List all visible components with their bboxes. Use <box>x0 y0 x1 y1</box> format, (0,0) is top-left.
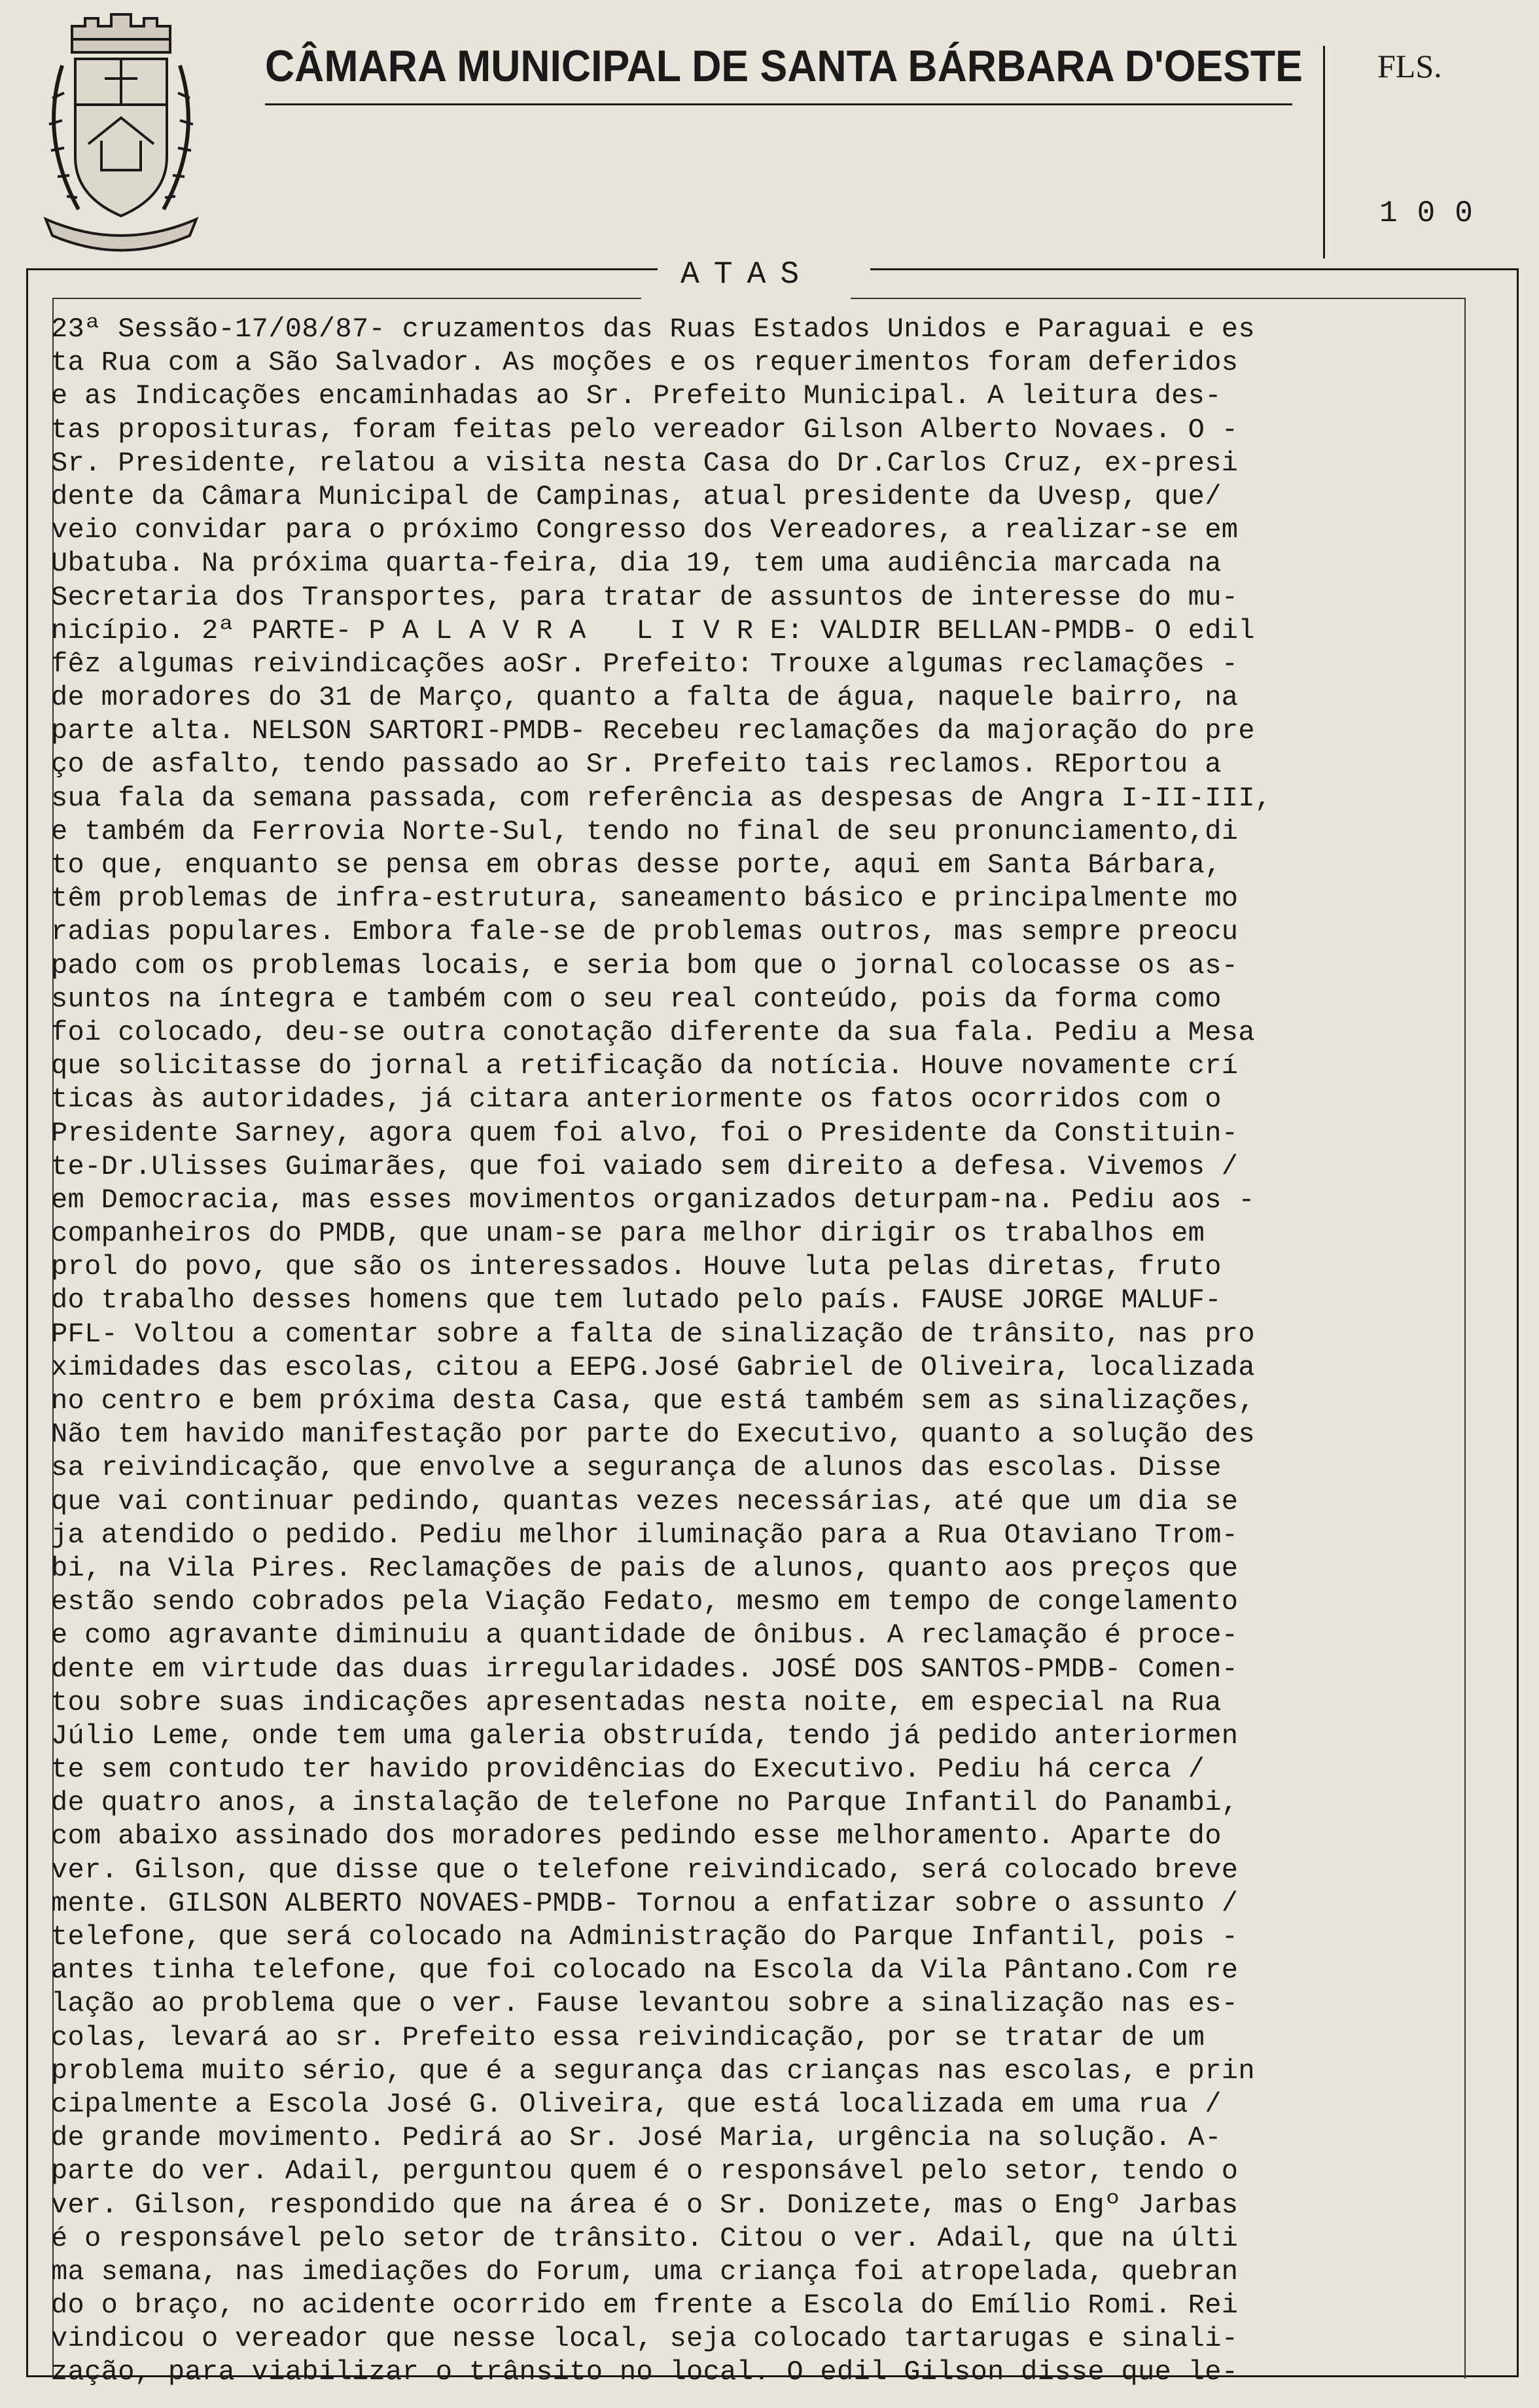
minutes-line: antes tinha telefone, que foi colocado na Escola da Vila Pântano.Com re <box>51 1955 1239 1987</box>
minutes-line: te-Dr.Ulisses Guimarães, que foi vaiado sem direito a defesa. Vivemos / <box>51 1150 1239 1182</box>
minutes-line: tou sobre suas indicações apresentadas nesta noite, em especial na Rua <box>51 1686 1222 1718</box>
minutes-line: Secretaria dos Transportes, para tratar de assuntos de interesse do mu- <box>51 581 1239 613</box>
frame-border <box>26 268 658 270</box>
minutes-line: Presidente Sarney, agora quem foi alvo, foi o Presidente da Constituin- <box>51 1117 1239 1149</box>
minutes-line: estão sendo cobrados pela Viação Fedato, mesmo em tempo de congelamento <box>51 1586 1239 1618</box>
section-title: ATAS <box>681 257 814 292</box>
minutes-line: fêz algumas reivindicações aoSr. Prefeito: Trouxe algumas reclamações - <box>51 648 1239 680</box>
minutes-line: é o responsável pelo setor de trânsito. Citou o ver. Adail, que na últi <box>51 2222 1239 2254</box>
minutes-line: cipalmente a Escola José G. Oliveira, que está localizada em uma rua / <box>51 2088 1222 2120</box>
minutes-line: suntos na íntegra e também com o seu real conteúdo, pois da forma como <box>51 983 1222 1015</box>
minutes-line: dente da Câmara Municipal de Campinas, atual presidente da Uvesp, que/ <box>51 480 1222 512</box>
minutes-line: ver. Gilson, respondido que na área é o Sr. Donizete, mas o Engº Jarbas <box>51 2189 1239 2221</box>
minutes-line: tas proposituras, foram feitas pelo vereador Gilson Alberto Novaes. O - <box>51 414 1239 446</box>
minutes-line: dente em virtude das duas irregularidades. JOSÉ DOS SANTOS-PMDB- Comen- <box>51 1653 1239 1685</box>
folio-number: 100 <box>1379 196 1493 230</box>
minutes-line: do trabalho desses homens que tem lutado pelo país. FAUSE JORGE MALUF- <box>51 1284 1222 1317</box>
minutes-line: com abaixo assinado dos moradores pedindo esse melhoramento. Aparte do <box>51 1820 1222 1852</box>
minutes-line: ximidades das escolas, citou a EEPG.José Gabriel de Oliveira, localizada <box>51 1351 1255 1383</box>
minutes-line: Ubatuba. Na próxima quarta-feira, dia 19, tem uma audiência marcada na <box>51 548 1222 580</box>
minutes-line: te sem contudo ter havido providências do Executivo. Pediu há cerca / <box>51 1754 1205 1786</box>
minutes-line: ver. Gilson, que disse que o telefone reivindicado, será colocado breve <box>51 1854 1239 1886</box>
minutes-line: veio convidar para o próximo Congresso dos Vereadores, a realizar-se em <box>51 514 1239 546</box>
minutes-line: radias populares. Embora fale-se de problemas outros, mas sempre preocu <box>51 916 1239 948</box>
frame-border <box>26 268 28 2375</box>
minutes-line: companheiros do PMDB, que unam-se para melhor dirigir os trabalhos em <box>51 1218 1205 1250</box>
minutes-line: de moradores do 31 de Março, quanto a falta de água, naquele bairro, na <box>51 682 1239 714</box>
minutes-line: foi colocado, deu-se outra conotação diferente da sua fala. Pediu a Mesa <box>51 1016 1255 1048</box>
minutes-line: ja atendido o pedido. Pediu melhor iluminação para a Rua Otaviano Trom- <box>51 1519 1239 1551</box>
minutes-line: e as Indicações encaminhadas ao Sr. Prefeito Municipal. A leitura des- <box>51 380 1222 412</box>
minutes-line: ço de asfalto, tendo passado ao Sr. Prefeito tais reclamos. REportou a <box>51 749 1222 781</box>
minutes-line: têm problemas de infra-estrutura, saneamento básico e principalmente mo <box>51 883 1239 915</box>
margin-rule <box>52 298 641 299</box>
title-underline <box>265 103 1292 105</box>
minutes-line: de quatro anos, a instalação de telefone no Parque Infantil do Panambi, <box>51 1787 1239 1819</box>
minutes-line: mente. GILSON ALBERTO NOVAES-PMDB- Tornou a enfatizar sobre o assunto / <box>51 1887 1239 1919</box>
minutes-line: parte do ver. Adail, perguntou quem é o responsável pelo setor, tendo o <box>51 2155 1239 2187</box>
folio-label: FLS. <box>1377 48 1442 84</box>
minutes-line: e também da Ferrovia Norte-Sul, tendo no final de seu pronunciamento,di <box>51 815 1239 847</box>
municipal-coat-of-arms <box>26 7 216 255</box>
minutes-line: sua fala da semana passada, com referência as despesas de Angra I-II-III, <box>51 782 1272 814</box>
minutes-line: do o braço, no acidente ocorrido em frente a Escola do Emílio Romi. Rei <box>51 2290 1239 2322</box>
minutes-line: bi, na Vila Pires. Reclamações de pais de alunos, quanto aos preços que <box>51 1552 1239 1584</box>
minutes-line: e como agravante diminuiu a quantidade de ônibus. A reclamação é proce- <box>51 1620 1239 1652</box>
minutes-line: prol do povo, que são os interessados. Houve luta pelas diretas, fruto <box>51 1251 1222 1283</box>
minutes-line: problema muito sério, que é a segurança das crianças nas escolas, e prin <box>51 2055 1255 2087</box>
minutes-line: no centro e bem próxima desta Casa, que está também sem as sinalizações, <box>51 1385 1255 1417</box>
minutes-line: colas, levará ao sr. Prefeito essa reivindicação, por se tratar de um <box>51 2021 1205 2053</box>
frame-border <box>1517 268 1519 2375</box>
minutes-line: que solicitasse do jornal a retificação da notícia. Houve novamente crí <box>51 1050 1239 1082</box>
minutes-line: zação, para viabilizar o trânsito no local. O edil Gilson disse que le- <box>51 2356 1239 2388</box>
institution-name: CÂMARA MUNICIPAL DE SANTA BÁRBARA D'OESTE <box>265 41 1303 91</box>
minutes-text <box>51 313 1468 2390</box>
minutes-line: Não tem havido manifestação por parte do Executivo, quanto a solução des <box>51 1419 1255 1451</box>
minutes-line: de grande movimento. Pedirá ao Sr. José Maria, urgência na solução. A- <box>51 2122 1222 2154</box>
minutes-line: telefone, que será colocado na Administração do Parque Infantil, pois - <box>51 1921 1239 1953</box>
minutes-line: ta Rua com a São Salvador. As moções e os requerimentos foram deferidos <box>51 347 1239 379</box>
frame-border <box>870 268 1518 270</box>
minutes-line: PFL- Voltou a comentar sobre a falta de sinalização de trânsito, nas pro <box>51 1318 1255 1350</box>
minutes-line: nicípio. 2ª PARTE- P A L A V R A L I V R E: VALDIR BELLAN-PMDB- O edil <box>51 614 1255 646</box>
minutes-line: vindicou o vereador que nesse local, seja colocado tartarugas e sinali- <box>51 2323 1239 2355</box>
header-divider <box>1323 46 1325 258</box>
minutes-line: que vai continuar pedindo, quantas vezes necessárias, até que um dia se <box>51 1485 1239 1517</box>
minutes-line: pado com os problemas locais, e seria bom que o jornal colocasse os as- <box>51 949 1239 982</box>
minutes-line: Júlio Leme, onde tem uma galeria obstruída, tendo já pedido anteriormen <box>51 1720 1239 1752</box>
minutes-line: lação ao problema que o ver. Fause levantou sobre a sinalização nas es- <box>51 1988 1239 2020</box>
minutes-line: em Democracia, mas esses movimentos organizados deturpam-na. Pediu aos - <box>51 1184 1255 1216</box>
margin-rule <box>851 298 1466 299</box>
minutes-line: 23ª Sessão-17/08/87- cruzamentos das Ruas Estados Unidos e Paraguai e es <box>51 313 1255 345</box>
minutes-line: parte alta. NELSON SARTORI-PMDB- Recebeu reclamações da majoração do pre <box>51 715 1255 747</box>
minutes-line: ticas às autoridades, já citara anteriormente os fatos ocorridos com o <box>51 1084 1222 1116</box>
minutes-line: ma semana, nas imediações do Forum, uma criança foi atropelada, quebran <box>51 2256 1239 2288</box>
minutes-line: sa reivindicação, que envolve a segurança de alunos das escolas. Disse <box>51 1452 1222 1484</box>
minutes-line: to que, enquanto se pensa em obras desse porte, aqui em Santa Bárbara, <box>51 849 1222 881</box>
minutes-line: Sr. Presidente, relatou a visita nesta Casa do Dr.Carlos Cruz, ex-presi <box>51 447 1239 479</box>
